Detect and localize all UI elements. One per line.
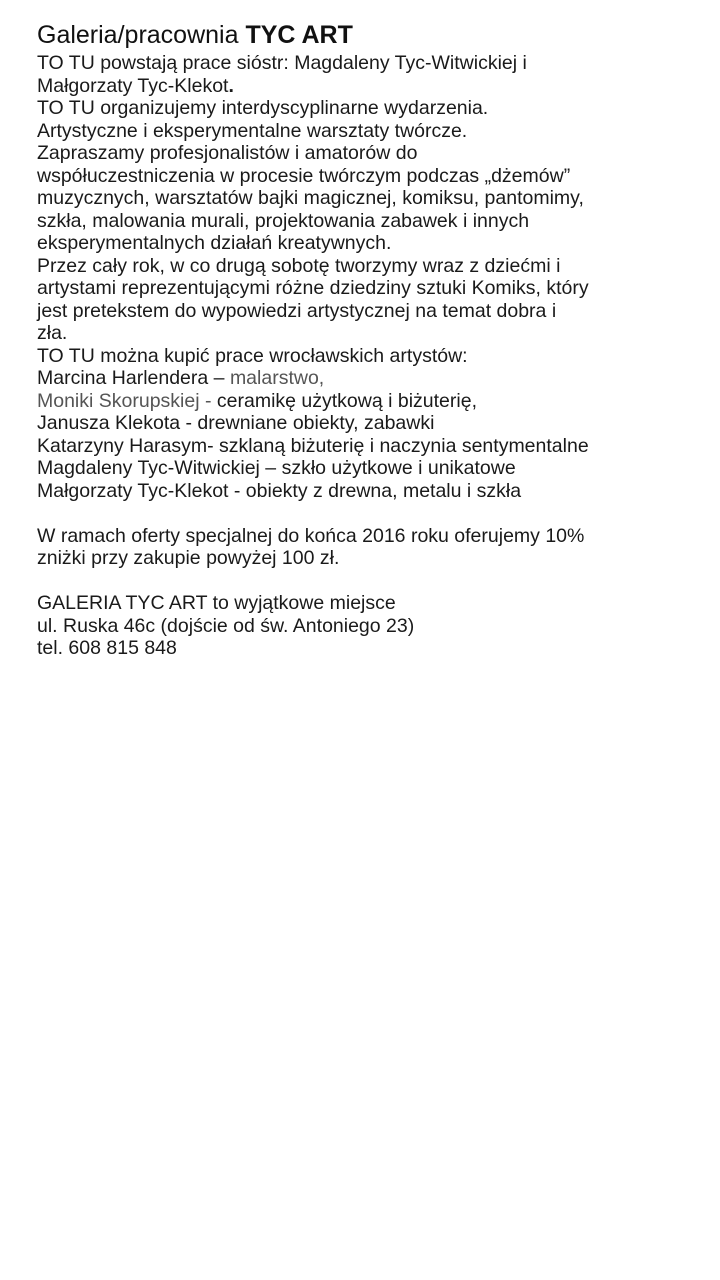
artist-work: szklaną biżuterię i naczynia sentymentalne <box>219 434 589 457</box>
artist-name: Katarzyny Harasym- <box>37 434 220 457</box>
artist-item <box>37 367 700 390</box>
artist-item <box>37 412 700 435</box>
artists-list <box>37 367 700 502</box>
artist-name: Magdaleny Tyc-Witwickiej – <box>37 457 282 479</box>
intro-line: TO TU powstają prace sióstr: Magdaleny Tyc-Witwickiej i <box>37 52 527 74</box>
offer-line: W ramach oferty specjalnej do końca 2016 roku oferujemy 10% <box>37 524 585 547</box>
intro-line: artystami reprezentującymi różne dziedziny sztuki Komiks, który <box>37 277 589 299</box>
artist-work: ceramikę użytkową i biżuterię, <box>216 389 477 412</box>
intro-line: TO TU można kupić prace wrocławskich artystów: <box>37 344 468 367</box>
page-title <box>37 20 700 50</box>
phone-line: tel. 608 815 848 <box>37 637 177 659</box>
title-prefix: Galeria/pracownia <box>37 21 246 49</box>
intro-line: zła. <box>37 322 68 344</box>
intro-line: jest pretekstem do wypowiedzi artystycznej na temat dobra i <box>37 299 557 322</box>
contact-line: GALERIA TYC ART to wyjątkowe miejsce <box>37 592 396 614</box>
spacer <box>37 502 700 525</box>
intro-line: Małgorzaty Tyc-Klekot. <box>37 74 234 97</box>
bold-period: . <box>228 74 234 97</box>
intro-line: Zapraszamy profesjonalistów i amatorów do <box>37 142 418 164</box>
artist-item <box>37 435 700 458</box>
artist-work: obiekty z drewna, metalu i szkła <box>245 479 522 502</box>
artist-name: Małgorzaty Tyc-Klekot - <box>37 479 246 502</box>
artist-name: Janusza Klekota - <box>37 412 198 434</box>
artist-work: szkło użytkowe i unikatowe <box>281 457 516 479</box>
intro-line: szkła, malowania murali, projektowania zabawek i innych <box>37 209 530 232</box>
artist-name: Moniki Skorupskiej - <box>37 389 217 412</box>
intro-line: współuczestniczenia w procesie twórczym podczas „dżemów” <box>37 164 571 187</box>
offer-section <box>37 525 700 570</box>
artist-name: Marcina Harlendera – <box>37 367 230 389</box>
artist-item <box>37 390 700 413</box>
artist-item <box>37 480 700 503</box>
artist-work: malarstwo, <box>229 367 325 389</box>
intro-line: Artystyczne i eksperymentalne warsztaty twórcze. <box>37 119 468 142</box>
spacer <box>37 570 700 593</box>
intro-section <box>37 52 700 367</box>
title-gallery-name: TYC ART <box>245 21 353 49</box>
artist-work: drewniane obiekty, zabawki <box>197 412 435 434</box>
intro-line: muzycznych, warsztatów bajki magicznej, komiksu, pantomimy, <box>37 187 584 209</box>
offer-line: zniżki przy zakupie powyżej 100 zł. <box>37 547 340 569</box>
intro-line: Przez cały rok, w co drugą sobotę tworzymy wraz z dziećmi i <box>37 254 561 277</box>
intro-line: TO TU organizujemy interdyscyplinarne wydarzenia. <box>37 97 489 119</box>
contact-section <box>37 592 700 660</box>
artist-item <box>37 457 700 480</box>
intro-line: eksperymentalnych działań kreatywnych. <box>37 232 392 254</box>
address-line: ul. Ruska 46c (dojście od św. Antoniego 23) <box>37 614 415 637</box>
